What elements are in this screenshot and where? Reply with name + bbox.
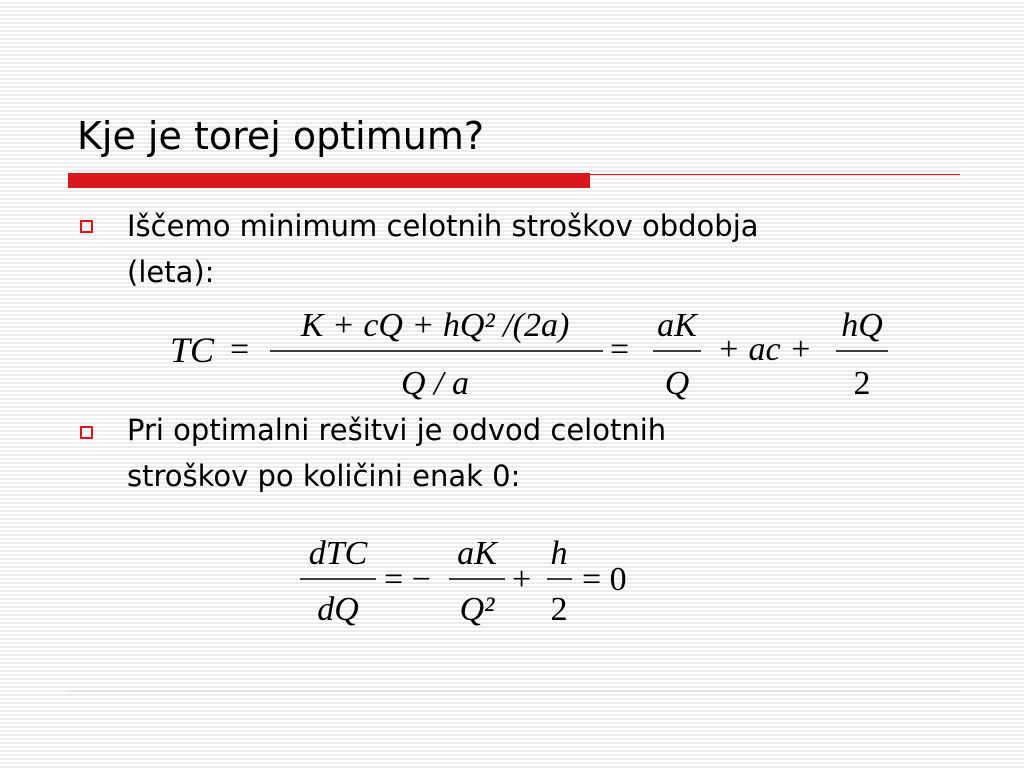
derivative-lhs-denominator: dQ [317,591,359,628]
bullet-2-line-2: stroškov po količini enak 0: [127,459,521,493]
equals-zero: = 0 [582,561,627,598]
derivative-fraction-3-denominator: 2 [550,591,568,628]
equals-sign-2: = [610,331,630,368]
title-underline-red-bar [68,173,590,188]
fraction-3-numerator: hQ [841,307,883,344]
fraction-2-denominator: Q [664,365,690,402]
fraction-3-denominator: 2 [853,365,871,402]
tc-lhs: TC [170,330,215,370]
equals-minus: = − [384,561,431,598]
fraction-1-numerator: K + cQ + hQ² /(2a) [300,307,570,344]
bullet-1-line-2: (leta): [127,255,215,289]
bullet-1-line-1: Iščemo minimum celotnih stroškov obdobja [127,209,759,243]
footer-divider [68,690,958,692]
title-underline [68,173,960,188]
title-underline-thin-line [590,174,960,175]
bullet-2-line-1: Pri optimalni rešitvi je odvod celotnih [127,413,667,447]
fraction-2-numerator: aK [657,307,697,344]
middle-terms: + ac + [717,331,812,368]
derivative-formula [296,528,656,638]
derivative-fraction-2-denominator: Q² [459,591,495,628]
plus-sign: + [512,561,532,598]
derivative-fraction-2-numerator: aK [457,535,497,572]
total-cost-formula [160,290,900,405]
fraction-1-denominator: Q / a [401,365,469,402]
equals-sign-1: = [230,331,250,368]
derivative-fraction-3-numerator: h [550,535,568,572]
hollow-square-icon [80,220,93,233]
derivative-lhs-numerator: dTC [308,535,368,572]
slide-title: Kje je torej optimum? [77,114,485,158]
hollow-square-icon [80,426,93,439]
